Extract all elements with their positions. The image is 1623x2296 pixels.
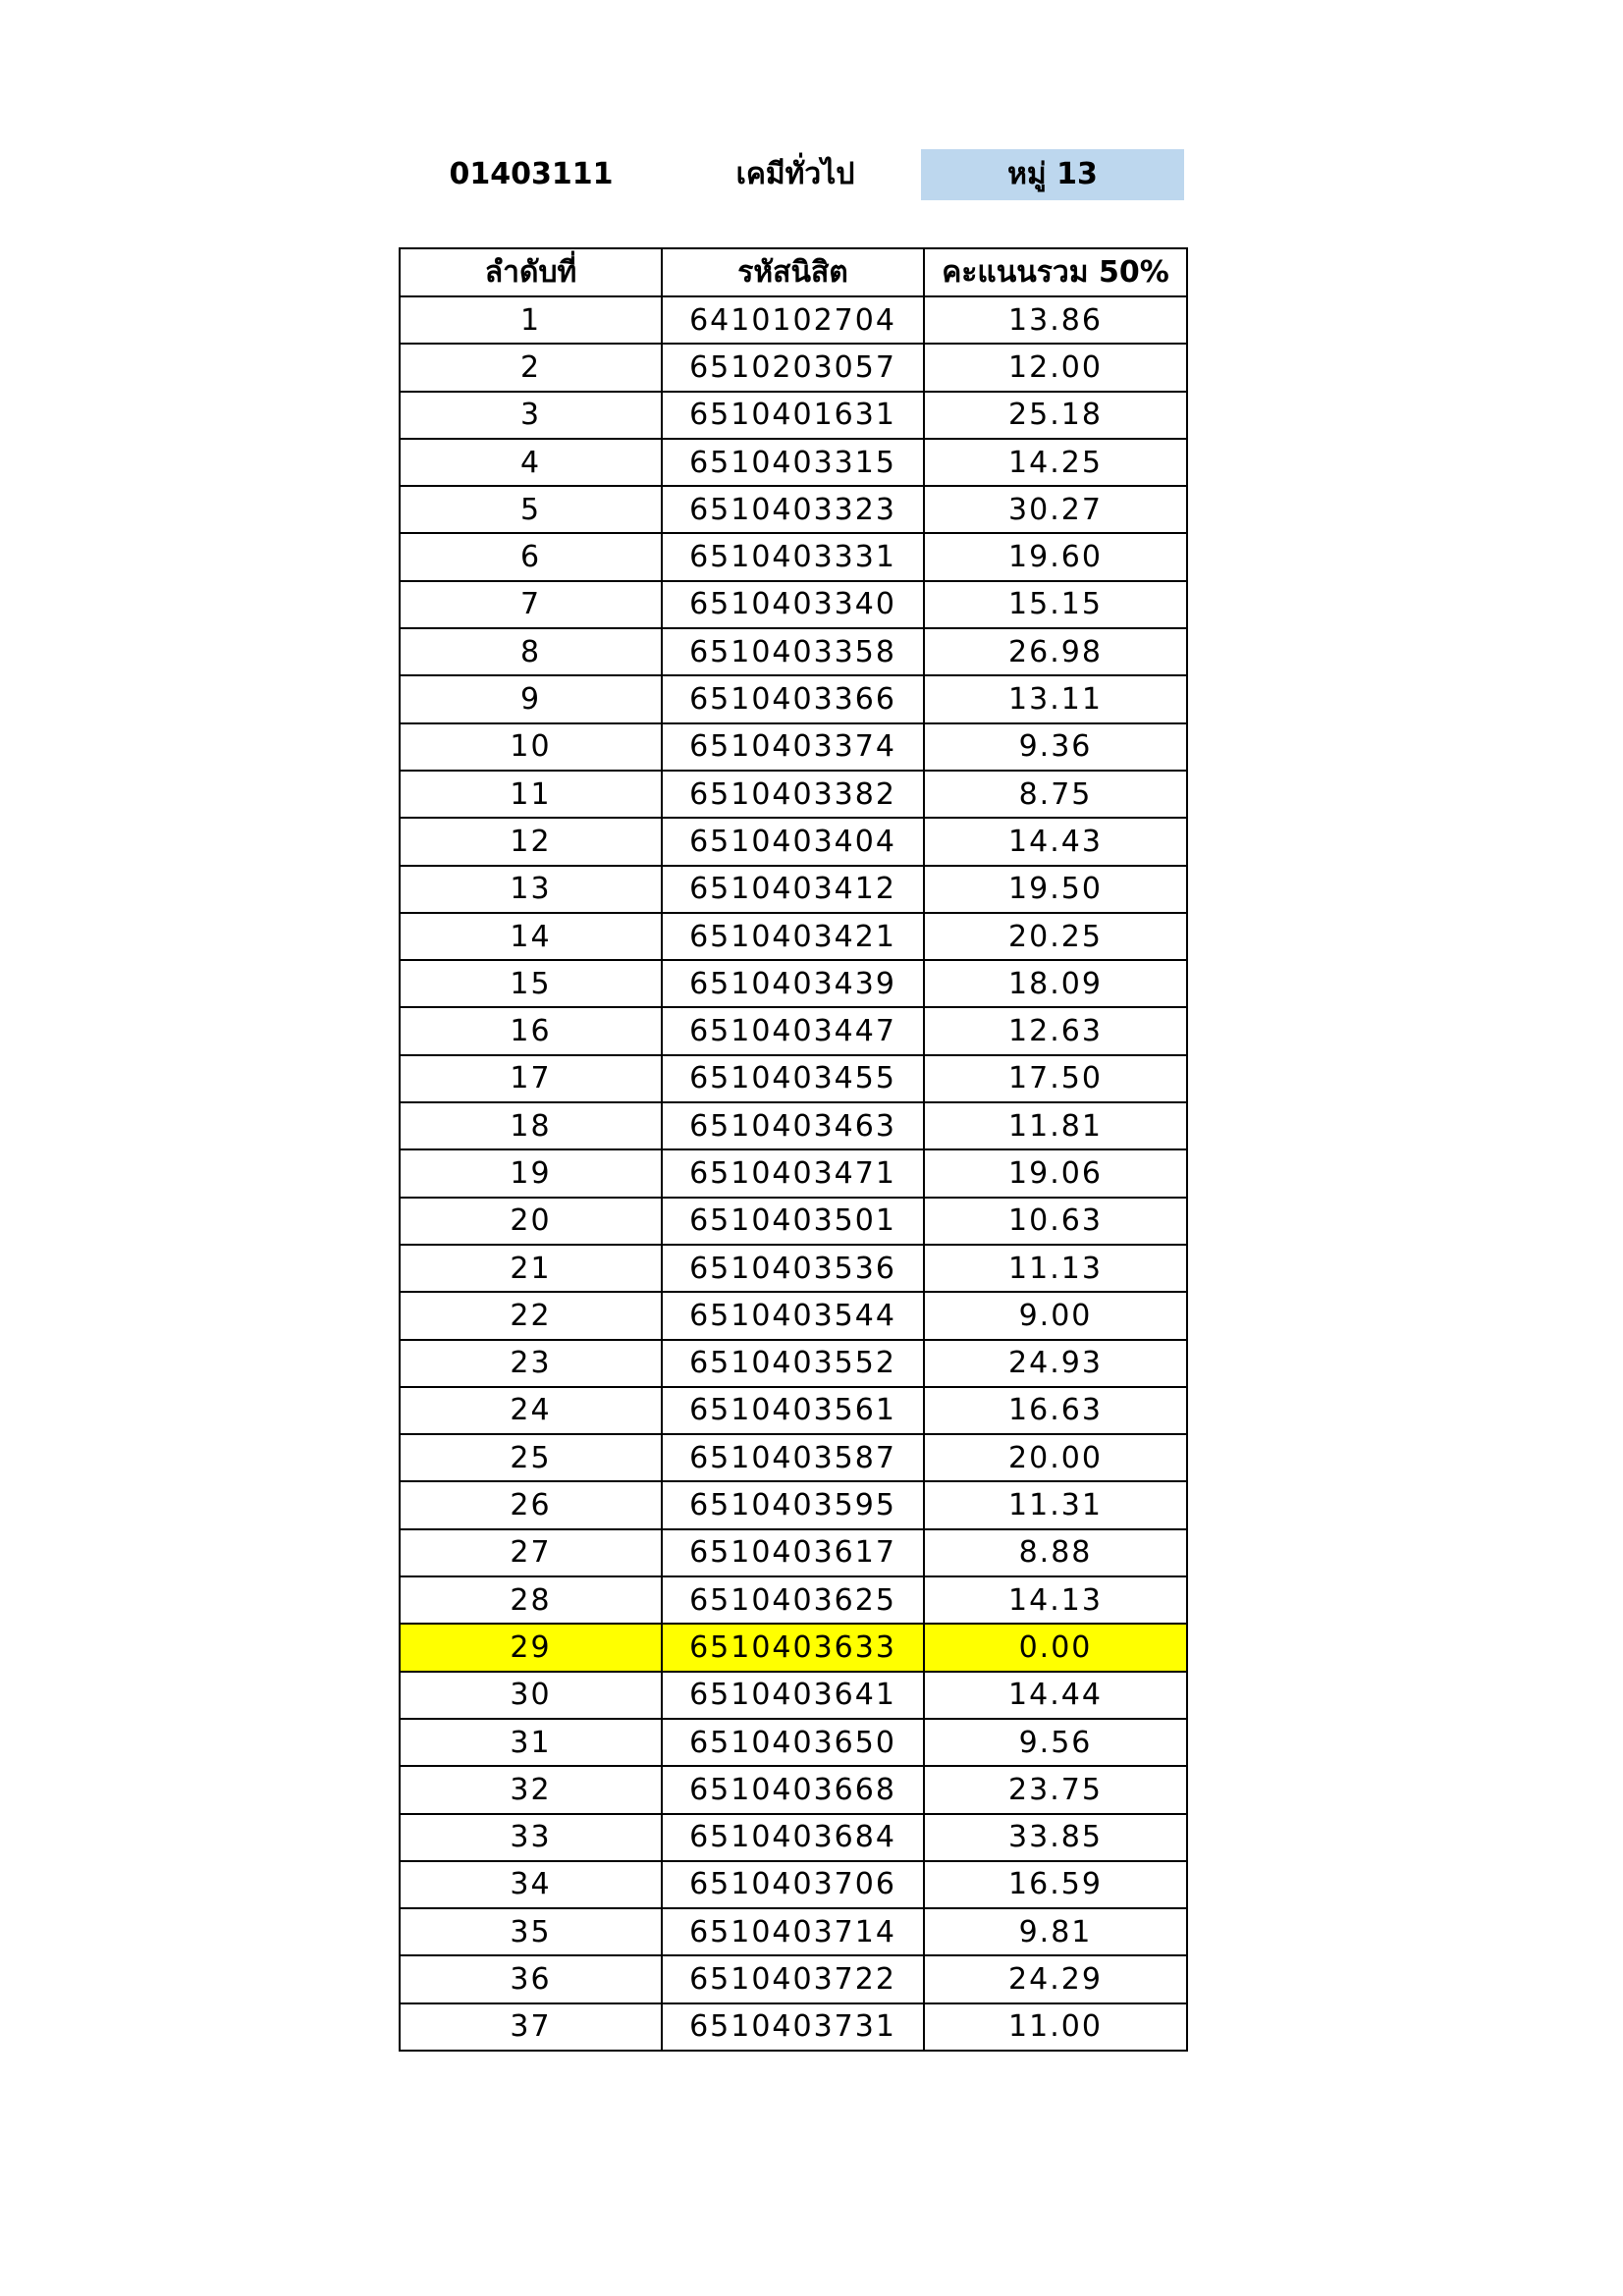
cell-number: 25 — [400, 1434, 662, 1481]
cell-score: 18.09 — [924, 960, 1187, 1007]
cell-number: 17 — [400, 1055, 662, 1102]
cell-score: 26.98 — [924, 628, 1187, 675]
column-header-student-id: รหัสนิสิต — [662, 248, 924, 296]
cell-student-id: 6510403382 — [662, 771, 924, 818]
table-row — [400, 1245, 1187, 1292]
table-row — [400, 675, 1187, 722]
cell-student-id: 6510403471 — [662, 1149, 924, 1197]
table-row — [400, 818, 1187, 865]
cell-student-id: 6510403722 — [662, 1955, 924, 2002]
cell-number: 10 — [400, 723, 662, 771]
cell-number: 5 — [400, 486, 662, 533]
cell-student-id: 6510403536 — [662, 1245, 924, 1292]
cell-score: 19.50 — [924, 866, 1187, 913]
table-row — [400, 628, 1187, 675]
cell-student-id: 6510403561 — [662, 1387, 924, 1434]
table-row — [400, 1814, 1187, 1861]
table-row — [400, 533, 1187, 580]
cell-score: 13.86 — [924, 296, 1187, 344]
cell-score: 14.13 — [924, 1576, 1187, 1624]
table-row — [400, 1198, 1187, 1245]
cell-score: 33.85 — [924, 1814, 1187, 1861]
cell-number: 18 — [400, 1102, 662, 1149]
table-row — [400, 486, 1187, 533]
cell-student-id: 6510403668 — [662, 1766, 924, 1813]
table-row — [400, 960, 1187, 1007]
cell-number: 23 — [400, 1340, 662, 1387]
cell-score: 9.56 — [924, 1719, 1187, 1766]
table-row — [400, 1908, 1187, 1955]
cell-student-id: 6510403714 — [662, 1908, 924, 1955]
cell-score: 25.18 — [924, 392, 1187, 439]
cell-student-id: 6510403315 — [662, 439, 924, 486]
cell-score: 14.25 — [924, 439, 1187, 486]
cell-student-id: 6510203057 — [662, 344, 924, 391]
table-row — [400, 1955, 1187, 2002]
cell-score: 12.63 — [924, 1007, 1187, 1054]
cell-number: 3 — [400, 392, 662, 439]
cell-number: 27 — [400, 1529, 662, 1576]
cell-number: 16 — [400, 1007, 662, 1054]
cell-number: 15 — [400, 960, 662, 1007]
cell-number: 37 — [400, 2003, 662, 2051]
cell-score: 9.81 — [924, 1908, 1187, 1955]
cell-number: 26 — [400, 1481, 662, 1528]
cell-number: 7 — [400, 581, 662, 628]
cell-student-id: 6510403684 — [662, 1814, 924, 1861]
table-row — [400, 344, 1187, 391]
cell-score: 19.06 — [924, 1149, 1187, 1197]
cell-student-id: 6510403358 — [662, 628, 924, 675]
table-row — [400, 723, 1187, 771]
cell-number: 8 — [400, 628, 662, 675]
table-row — [400, 1624, 1187, 1671]
course-code: 01403111 — [449, 157, 614, 191]
cell-score: 8.75 — [924, 771, 1187, 818]
cell-student-id: 6510403366 — [662, 675, 924, 722]
cell-student-id: 6510403633 — [662, 1624, 924, 1671]
table-row — [400, 296, 1187, 344]
table-row — [400, 1529, 1187, 1576]
cell-student-id: 6510403331 — [662, 533, 924, 580]
cell-number: 9 — [400, 675, 662, 722]
cell-student-id: 6510403323 — [662, 486, 924, 533]
cell-score: 0.00 — [924, 1624, 1187, 1671]
cell-number: 6 — [400, 533, 662, 580]
column-header-score: คะแนนรวม 50% — [924, 248, 1187, 296]
cell-student-id: 6510403501 — [662, 1198, 924, 1245]
table-row — [400, 2003, 1187, 2051]
table-row — [400, 913, 1187, 960]
cell-score: 17.50 — [924, 1055, 1187, 1102]
cell-student-id: 6510403404 — [662, 818, 924, 865]
cell-student-id: 6510403641 — [662, 1672, 924, 1719]
table-row — [400, 1292, 1187, 1339]
table-row — [400, 1576, 1187, 1624]
cell-score: 20.25 — [924, 913, 1187, 960]
table-header-row — [400, 248, 1187, 296]
cell-score: 10.63 — [924, 1198, 1187, 1245]
cell-student-id: 6510403625 — [662, 1576, 924, 1624]
cell-number: 14 — [400, 913, 662, 960]
cell-score: 20.00 — [924, 1434, 1187, 1481]
cell-number: 21 — [400, 1245, 662, 1292]
table-row — [400, 439, 1187, 486]
cell-number: 24 — [400, 1387, 662, 1434]
cell-student-id: 6510403731 — [662, 2003, 924, 2051]
cell-score: 12.00 — [924, 344, 1187, 391]
table-row — [400, 771, 1187, 818]
cell-score: 24.93 — [924, 1340, 1187, 1387]
cell-number: 2 — [400, 344, 662, 391]
cell-number: 19 — [400, 1149, 662, 1197]
cell-number: 36 — [400, 1955, 662, 2002]
cell-number: 4 — [400, 439, 662, 486]
cell-student-id: 6510403340 — [662, 581, 924, 628]
cell-score: 23.75 — [924, 1766, 1187, 1813]
cell-student-id: 6510403544 — [662, 1292, 924, 1339]
table-row — [400, 1481, 1187, 1528]
cell-number: 28 — [400, 1576, 662, 1624]
cell-student-id: 6510403455 — [662, 1055, 924, 1102]
table-row — [400, 1007, 1187, 1054]
course-name: เคมีทั่วไป — [735, 157, 855, 191]
table-row — [400, 1719, 1187, 1766]
cell-student-id: 6510403374 — [662, 723, 924, 771]
cell-number: 32 — [400, 1766, 662, 1813]
cell-student-id: 6510403587 — [662, 1434, 924, 1481]
cell-score: 15.15 — [924, 581, 1187, 628]
cell-score: 11.13 — [924, 1245, 1187, 1292]
cell-student-id: 6510403421 — [662, 913, 924, 960]
cell-score: 16.63 — [924, 1387, 1187, 1434]
cell-number: 1 — [400, 296, 662, 344]
cell-score: 11.81 — [924, 1102, 1187, 1149]
table-row — [400, 1102, 1187, 1149]
cell-student-id: 6510403617 — [662, 1529, 924, 1576]
cell-score: 14.43 — [924, 818, 1187, 865]
cell-student-id: 6510403595 — [662, 1481, 924, 1528]
cell-number: 11 — [400, 771, 662, 818]
cell-student-id: 6510403463 — [662, 1102, 924, 1149]
cell-number: 31 — [400, 1719, 662, 1766]
cell-number: 20 — [400, 1198, 662, 1245]
cell-score: 16.59 — [924, 1861, 1187, 1908]
cell-number: 22 — [400, 1292, 662, 1339]
cell-score: 19.60 — [924, 533, 1187, 580]
cell-number: 12 — [400, 818, 662, 865]
table-row — [400, 1766, 1187, 1813]
table-row — [400, 1861, 1187, 1908]
cell-student-id: 6510403412 — [662, 866, 924, 913]
cell-student-id: 6410102704 — [662, 296, 924, 344]
table-row — [400, 1434, 1187, 1481]
table-row — [400, 581, 1187, 628]
cell-score: 30.27 — [924, 486, 1187, 533]
column-header-number: ลำดับที่ — [400, 248, 662, 296]
cell-number: 29 — [400, 1624, 662, 1671]
cell-score: 13.11 — [924, 675, 1187, 722]
table-row — [400, 1149, 1187, 1197]
cell-student-id: 6510403447 — [662, 1007, 924, 1054]
cell-student-id: 6510403552 — [662, 1340, 924, 1387]
cell-score: 11.00 — [924, 2003, 1187, 2051]
cell-score: 9.36 — [924, 723, 1187, 771]
cell-score: 24.29 — [924, 1955, 1187, 2002]
table-row — [400, 392, 1187, 439]
table-row — [400, 1387, 1187, 1434]
table-row — [400, 1055, 1187, 1102]
score-table — [399, 247, 1188, 2052]
cell-student-id: 6510403650 — [662, 1719, 924, 1766]
cell-score: 8.88 — [924, 1529, 1187, 1576]
table-row — [400, 1340, 1187, 1387]
table-row — [400, 1672, 1187, 1719]
cell-number: 34 — [400, 1861, 662, 1908]
cell-number: 35 — [400, 1908, 662, 1955]
cell-number: 13 — [400, 866, 662, 913]
cell-student-id: 6510403439 — [662, 960, 924, 1007]
cell-student-id: 6510403706 — [662, 1861, 924, 1908]
cell-score: 11.31 — [924, 1481, 1187, 1528]
cell-score: 9.00 — [924, 1292, 1187, 1339]
table-row — [400, 866, 1187, 913]
section-label: หมู่ 13 — [921, 149, 1184, 200]
cell-number: 30 — [400, 1672, 662, 1719]
cell-number: 33 — [400, 1814, 662, 1861]
cell-score: 14.44 — [924, 1672, 1187, 1719]
cell-student-id: 6510401631 — [662, 392, 924, 439]
